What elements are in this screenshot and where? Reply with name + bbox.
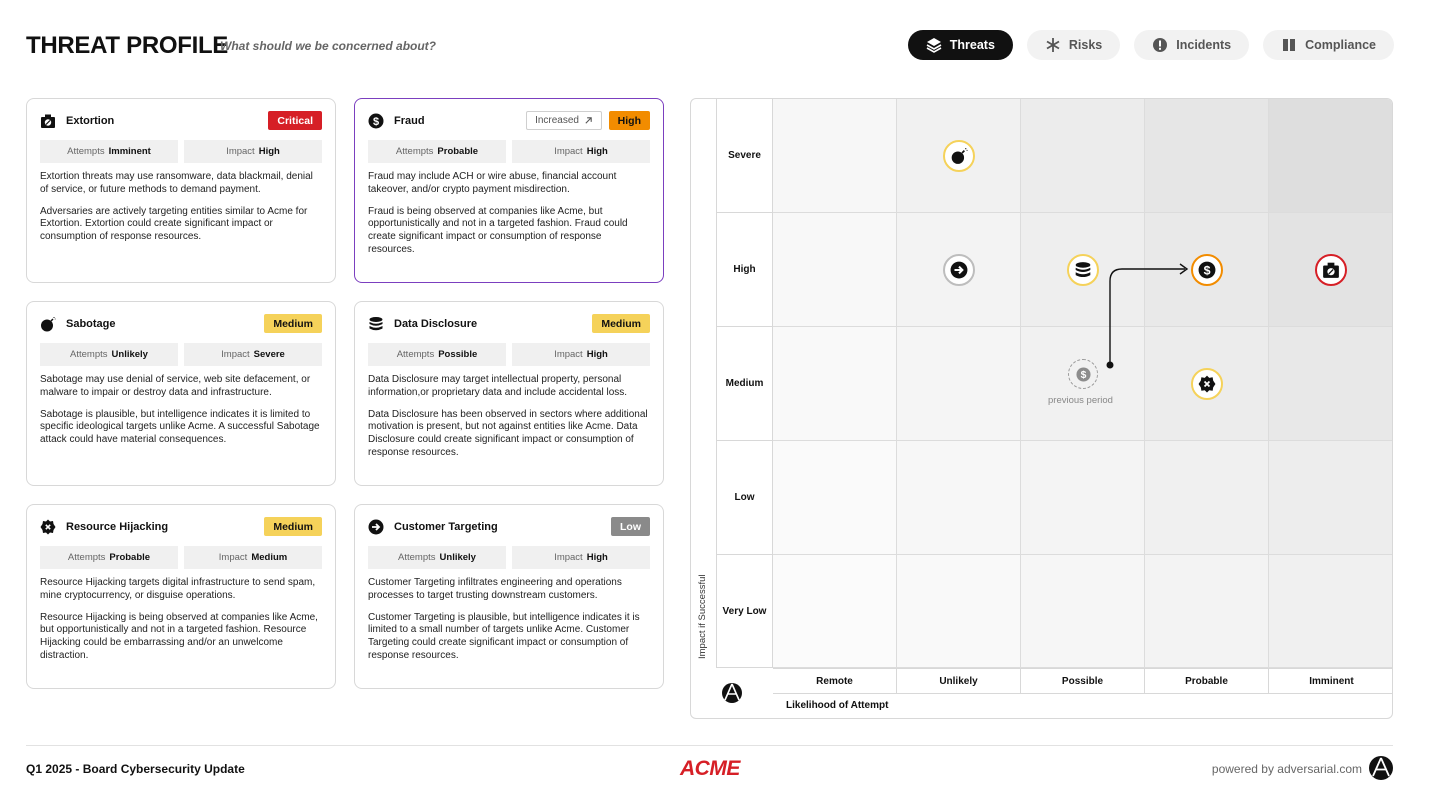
threat-card-extortion[interactable] <box>26 98 336 283</box>
card-title: Customer Targeting <box>394 521 498 533</box>
card-title: Sabotage <box>66 318 116 330</box>
col-label-unlikely: Unlikely <box>897 668 1021 694</box>
threat-card-sabotage[interactable] <box>26 301 336 486</box>
severity-badge: High <box>609 111 650 130</box>
x-axis-label: Likelihood of Attempt <box>786 700 889 711</box>
tab-label: Incidents <box>1176 38 1232 52</box>
adversarial-logo-icon <box>721 682 743 704</box>
stat-label: Attempts <box>67 146 105 157</box>
stat-value: Imminent <box>108 146 151 157</box>
report-title: Q1 2025 - Board Cybersecurity Update <box>26 762 245 776</box>
impact-stat <box>512 546 650 569</box>
tab-threats[interactable] <box>908 30 1013 60</box>
threat-card-resource-hijacking[interactable] <box>26 504 336 689</box>
stat-label: Attempts <box>398 552 436 563</box>
trend-badge <box>526 111 602 130</box>
stat-label: Impact <box>221 349 250 360</box>
camera-lock-icon <box>1322 261 1340 279</box>
page-subtitle: What should we be concerned about? <box>220 39 437 53</box>
attempts-stat <box>40 343 178 366</box>
dollar-circle-icon <box>368 113 384 129</box>
col-label-remote: Remote <box>773 668 897 694</box>
stat-value: High <box>586 146 608 157</box>
stat-label: Attempts <box>396 349 435 360</box>
page-title: THREAT PROFILE <box>26 32 229 59</box>
impact-stat <box>184 343 322 366</box>
attempts-stat <box>40 546 178 569</box>
adversarial-logo-icon <box>1368 755 1394 781</box>
tab-incidents[interactable] <box>1134 30 1249 60</box>
previous-period-label: previous period <box>1048 395 1113 406</box>
arrow-up-right-icon <box>584 116 593 125</box>
stat-value: High <box>586 349 608 360</box>
marker-sabotage[interactable] <box>943 140 975 172</box>
marker-customer-targeting[interactable] <box>943 254 975 286</box>
stat-value: Unlikely <box>111 349 148 360</box>
card-description: Sabotage may use denial of service, web site defacement, or malware to impair or destroy data and infrastructure. <box>40 374 311 398</box>
alert-circle-icon <box>1152 37 1168 53</box>
camera-lock-icon <box>40 113 56 129</box>
row-label-very-low: Very Low <box>717 555 773 668</box>
hijack-badge-icon <box>40 519 56 535</box>
tab-label: Compliance <box>1305 38 1376 52</box>
layers-icon <box>926 37 942 53</box>
arrow-circle-icon <box>950 261 968 279</box>
card-description: Fraud may include ACH or wire abuse, financial account takeover, and/or crypto payment misdirection. <box>368 171 617 195</box>
tab-label: Risks <box>1068 38 1103 52</box>
marker-extortion[interactable] <box>1315 254 1347 286</box>
stat-label: Attempts <box>70 349 108 360</box>
stat-label: Impact <box>226 146 255 157</box>
arrow-circle-icon <box>368 519 384 535</box>
threat-card-customer-targeting[interactable] <box>354 504 664 689</box>
book-icon <box>1281 37 1297 53</box>
impact-stat <box>512 343 650 366</box>
stat-value: High <box>586 552 608 563</box>
card-title: Fraud <box>394 115 425 127</box>
card-assessment: Data Disclosure has been observed in sectors where additional motivation is present, but not against entities like Acme. Data Disclosure could create significant impact or consumption of response resources. <box>368 408 648 458</box>
impact-stat <box>184 546 322 569</box>
tab-label: Threats <box>949 38 995 52</box>
card-title: Resource Hijacking <box>66 521 169 533</box>
severity-badge: Medium <box>264 517 322 536</box>
impact-stat <box>512 140 650 163</box>
card-description: Customer Targeting infiltrates engineering and operations processes to target trusting downstream customers. <box>368 577 622 601</box>
card-assessment: Customer Targeting is plausible, but intelligence indicates it is limited to a small number of targets unlike Acme. Customer Targeting could create significant impact or consumption of response resources. <box>368 611 640 661</box>
threat-card-data-disclosure[interactable] <box>354 301 664 486</box>
stat-label: Impact <box>218 552 248 563</box>
card-title: Data Disclosure <box>394 318 478 330</box>
view-tabs <box>908 30 1394 60</box>
brand-logo: ACME <box>680 757 740 780</box>
card-assessment: Resource Hijacking is being observed at companies like Acme, but opportunistically and not in a targeted fashion. Resource Hijacking could be embarrassing and/or an unwelcome distraction. <box>40 611 318 661</box>
stat-value: Probable <box>109 552 151 563</box>
row-label-severe: Severe <box>717 99 773 213</box>
col-label-possible: Possible <box>1021 668 1145 694</box>
bomb-icon <box>40 316 56 332</box>
marker-fraud-previous[interactable] <box>1068 359 1098 389</box>
tab-risks[interactable] <box>1027 30 1120 60</box>
card-assessment: Adversaries are actively targeting entities similar to Acme for Extortion. Extortion could create significant impact or consumption of response resources. <box>40 205 308 243</box>
stat-value: Unlikely <box>439 552 476 563</box>
col-label-imminent: Imminent <box>1269 668 1393 694</box>
row-label-low: Low <box>717 441 773 555</box>
stat-value: Severe <box>253 349 285 360</box>
dollar-circle-icon <box>1198 261 1216 279</box>
y-axis-label: Impact if Successful <box>697 574 708 659</box>
dollar-circle-icon <box>1076 367 1091 382</box>
severity-badge: Critical <box>268 111 322 130</box>
marker-fraud[interactable] <box>1191 254 1223 286</box>
attempts-stat <box>40 140 178 163</box>
card-description: Data Disclosure may target intellectual property, personal information,or proprietary data and include accidental loss. <box>368 374 628 398</box>
card-assessment: Fraud is being observed at companies like Acme, but opportunistically and not in a targeted fashion. Fraud could create significant impact or consumption of response resources. <box>368 205 628 255</box>
risk-matrix <box>690 98 1393 719</box>
stat-value: Medium <box>251 552 288 563</box>
stat-label: Attempts <box>67 552 106 563</box>
stat-value: Possible <box>438 349 478 360</box>
stat-label: Impact <box>554 146 583 157</box>
card-assessment: Sabotage is plausible, but intelligence indicates it is limited to specific ideological targets unlike Acme. A successful Sabotage attack could have material consequences. <box>40 408 320 446</box>
page-header <box>26 32 1394 62</box>
stat-value: Probable <box>437 146 479 157</box>
hijack-badge-icon <box>1198 375 1216 393</box>
stat-label: Impact <box>554 349 583 360</box>
row-label-medium: Medium <box>717 327 773 441</box>
attempts-stat <box>368 546 506 569</box>
marker-data-disclosure[interactable] <box>1067 254 1099 286</box>
footer-divider <box>26 745 1393 746</box>
database-icon <box>1074 261 1092 279</box>
movement-arrow <box>691 99 1393 668</box>
card-title: Extortion <box>66 115 115 127</box>
impact-stat <box>184 140 322 163</box>
database-icon <box>368 316 384 332</box>
attempts-stat <box>368 140 506 163</box>
svg-text:$: $ <box>1203 263 1211 278</box>
severity-badge: Medium <box>592 314 650 333</box>
trend-label: Increased <box>535 115 579 126</box>
asterisk-icon <box>1045 37 1061 53</box>
card-description: Extortion threats may use ransomware, data blackmail, denial of service, or future methods to demand payment. <box>40 171 313 195</box>
stat-value: High <box>258 146 280 157</box>
marker-resource-hijacking[interactable] <box>1191 368 1223 400</box>
severity-badge: Low <box>611 517 650 536</box>
threat-card-fraud[interactable] <box>354 98 664 283</box>
row-label-high: High <box>717 213 773 327</box>
card-description: Resource Hijacking targets digital infrastructure to send spam, mine cryptocurrency, or disguise operations. <box>40 577 316 601</box>
tab-compliance[interactable] <box>1263 30 1394 60</box>
stat-label: Attempts <box>395 146 434 157</box>
svg-text:$: $ <box>1080 369 1086 381</box>
bomb-icon <box>950 147 968 165</box>
severity-badge: Medium <box>264 314 322 333</box>
col-label-probable: Probable <box>1145 668 1269 694</box>
powered-by-link[interactable]: powered by adversarial.com <box>1211 762 1362 776</box>
svg-text:$: $ <box>372 115 380 128</box>
attempts-stat <box>368 343 506 366</box>
stat-label: Impact <box>554 552 583 563</box>
